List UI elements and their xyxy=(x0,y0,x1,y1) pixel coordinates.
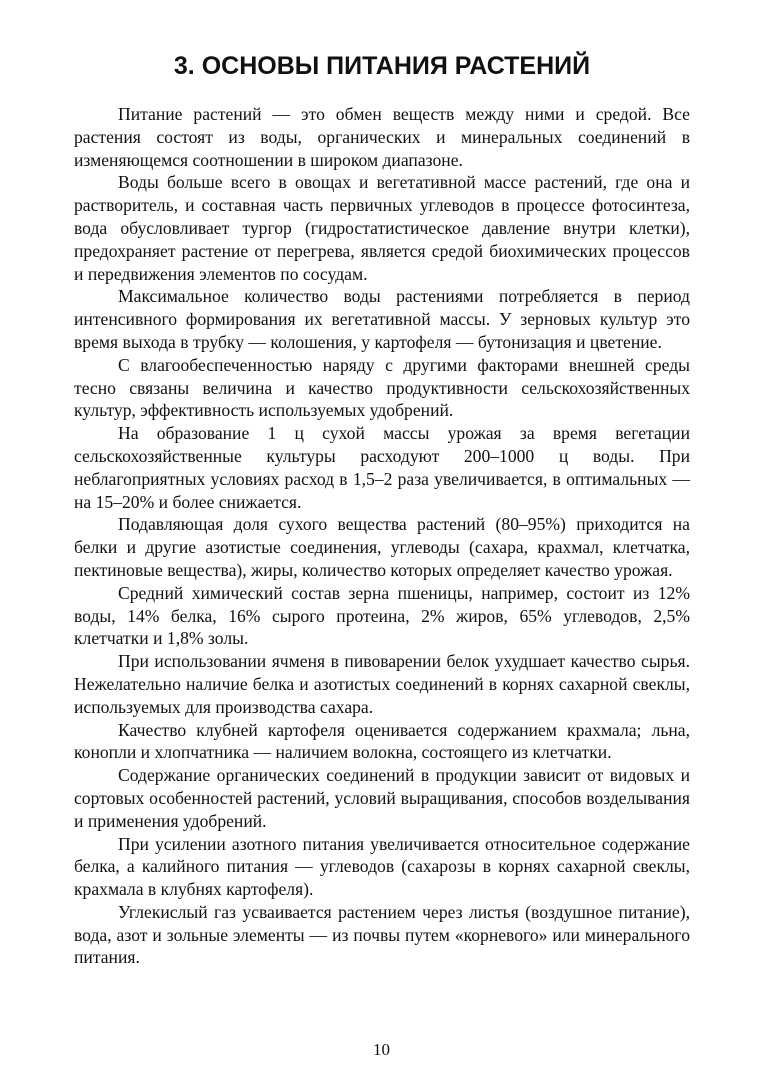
page-number: 10 xyxy=(373,1040,390,1059)
document-page xyxy=(74,52,690,969)
paragraph: Углекислый газ усваивается растением через листья (воздушное питание), вода, азот и зольные элементы — из почвы путем «корневого» или минерального питания. xyxy=(74,901,690,968)
paragraph: На образование 1 ц сухой массы урожая за время вегетации сельскохозяйственные культуры расходуют 200–1000 ц воды. При неблагоприятных условиях расход в 1,5–2 раза увеличивается, в оптимальных — на 15–20% и более снижается. xyxy=(74,423,690,512)
paragraph: Содержание органических соединений в продукции зависит от видовых и сортовых особенностей растений, условий выращивания, способов возделывания и применения удобрений. xyxy=(74,765,690,831)
paragraph: Питание растений — это обмен веществ между ними и средой. Все растения состоят из воды, органических и минеральных соединений в изменяющемся соотношении в широком диапазоне. xyxy=(74,104,690,170)
paragraph: Максимальное количество воды растениями потребляется в период интенсивного формирования их вегетативной массы. У зерновых культур это время выхода в трубку — колошения, у картофеля — бутонизация и цветение. xyxy=(74,286,690,352)
paragraph: При усилении азотного питания увеличивается относительное содержание белка, а калийного питания — углеводов (сахарозы в корнях сахарной свеклы, крахмала в клубнях картофеля). xyxy=(74,833,690,900)
paragraph: Подавляющая доля сухого вещества растений (80–95%) приходится на белки и другие азотистые соединения, углеводы (сахара, крахмал, клетчатка, пектиновые вещества), жиры, количество которых определяет качество урожая. xyxy=(74,514,690,580)
paragraph: С влагообеспеченностью наряду с другими факторами внешней среды тесно связаны величина и качество продуктивности сельскохозяйственных культур, эффективность используемых удобрений. xyxy=(74,354,690,421)
paragraph: Качество клубней картофеля оценивается содержанием крахмала; льна, конопли и хлопчатника — наличием волокна, состоящего из клетчатки. xyxy=(74,719,690,763)
paragraph: При использовании ячменя в пивоварении белок ухудшает качество сырья. Нежелательно наличие белка и азотистых соединений в корнях сахарной свеклы, используемых для производства сахара. xyxy=(74,651,690,717)
paragraph: Средний химический состав зерна пшеницы, например, состоит из 12% воды, 14% белка, 16% сырого протеина, 2% жиров, 65% углеводов, 2,5% клетчатки и 1,8% золы. xyxy=(74,582,690,649)
paragraph: Воды больше всего в овощах и вегетативной массе растений, где она и растворитель, и составная часть первичных углеводов в процессе фотосинтеза, вода обусловливает тургор (гидростатистическое давление внутри клетки), предохраняет растение от перегрева, является средой биохимических процессов и передвижения элементов по сосудам. xyxy=(74,172,690,284)
chapter-title: 3. ОСНОВЫ ПИТАНИЯ РАСТЕНИЙ xyxy=(173,52,591,80)
